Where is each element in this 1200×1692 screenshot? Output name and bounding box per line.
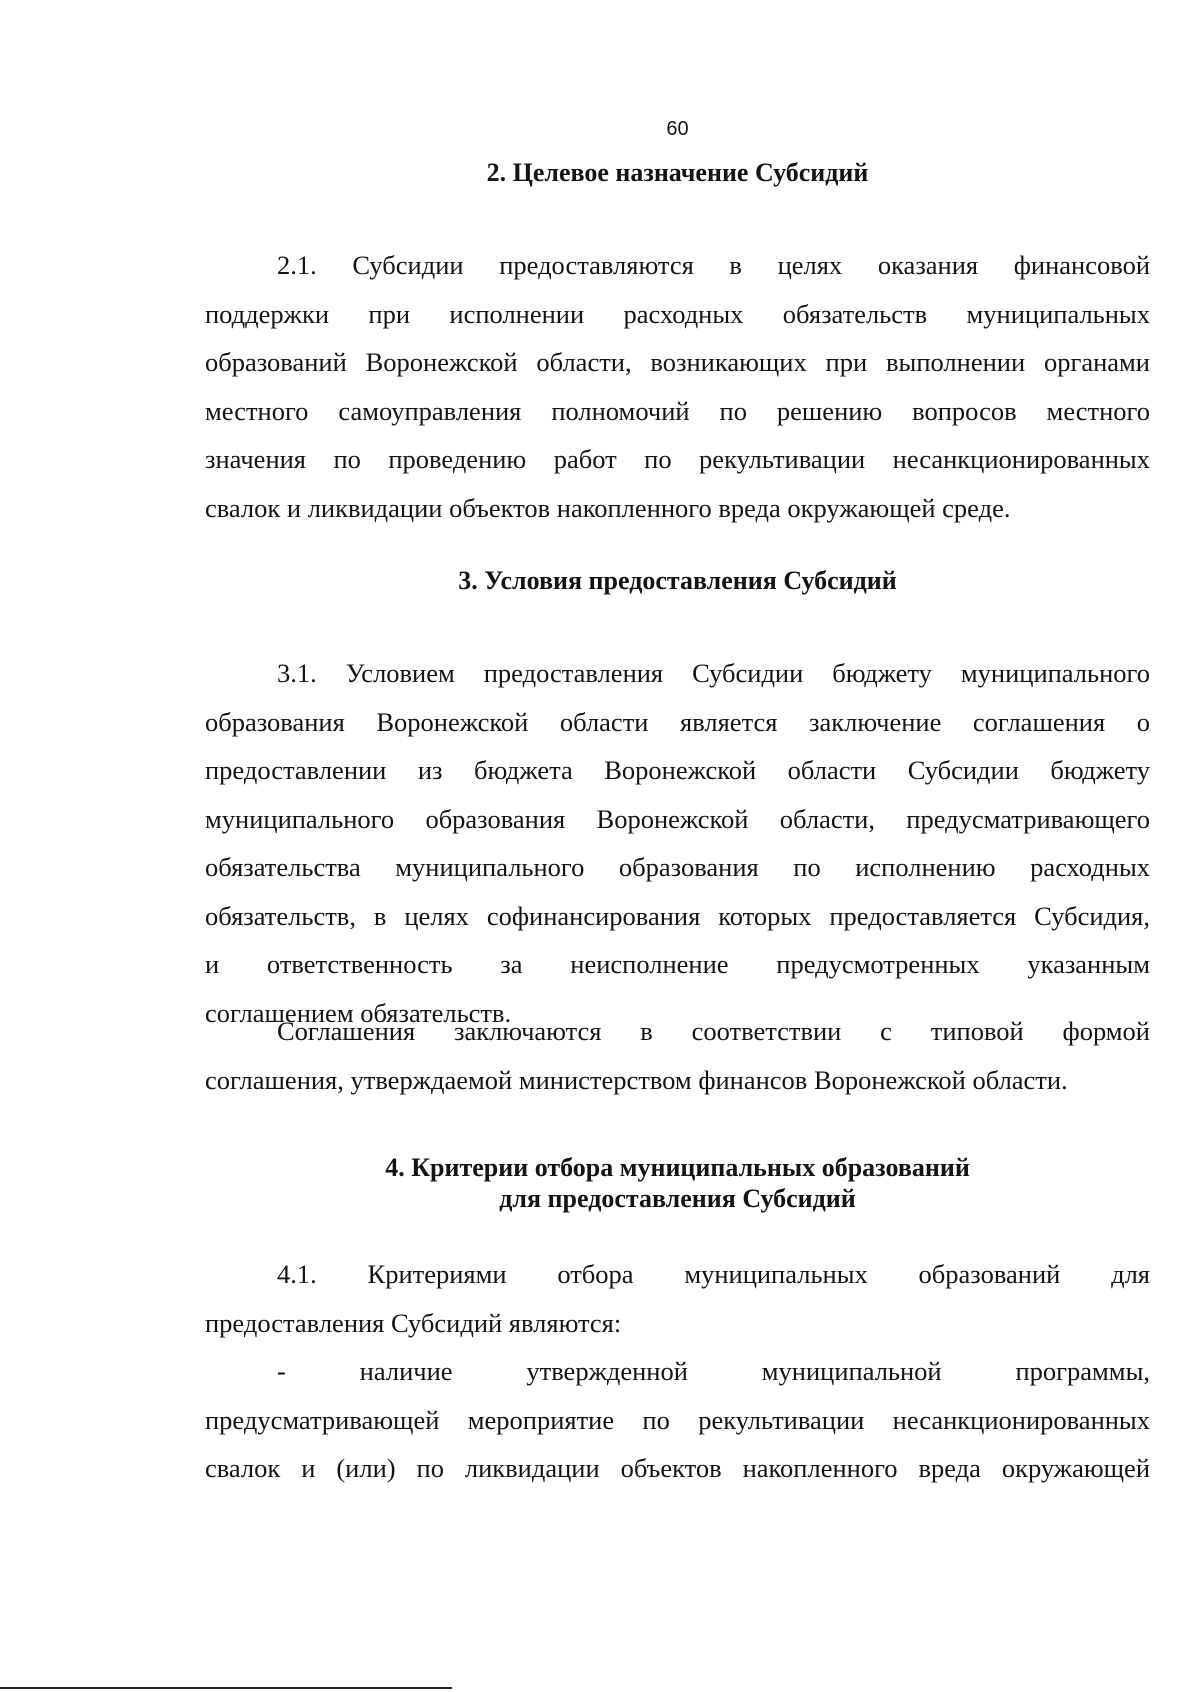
section-heading-3 bbox=[205, 565, 1150, 596]
text-line: предусматривающей мероприятие по рекультивации несанкционированных bbox=[205, 1404, 1150, 1435]
text-line: соглашением обязательств. bbox=[205, 997, 512, 1028]
page-number: 60 bbox=[666, 118, 689, 140]
text-line: Соглашения заключаются в соответствии с типовой формой bbox=[277, 1016, 1150, 1046]
paragraph-4-1-item bbox=[205, 1347, 1150, 1493]
text-line: свалок и (или) по ликвидации объектов накопленного вреда окружающей bbox=[205, 1453, 1150, 1483]
section-heading-4 bbox=[205, 1152, 1150, 1214]
text-line: обязательств, в целях софинансирования которых предоставляется Субсидия, bbox=[205, 900, 1150, 931]
text-line: образований Воронежской области, возникающих при выполнении органами bbox=[205, 347, 1150, 377]
heading-line: для предоставления Субсидий bbox=[499, 1184, 856, 1213]
text-line: обязательства муниципального образования по исполнению расходных bbox=[205, 852, 1150, 882]
heading-line: 4. Критерии отбора муниципальных образований bbox=[385, 1153, 970, 1182]
text-line: предоставления Субсидий являются: bbox=[205, 1307, 622, 1338]
text-line: поддержки при исполнении расходных обязательств муниципальных bbox=[205, 298, 1150, 329]
text-line: значения по проведению работ по рекультивации несанкционированных bbox=[205, 444, 1150, 474]
text-line: и ответственность за неисполнение предусмотренных указанным bbox=[205, 949, 1150, 979]
paragraph-3-1 bbox=[205, 649, 1150, 1037]
text-line: 4.1. Критериями отбора муниципальных образований для bbox=[277, 1259, 1150, 1289]
text-line: свалок и ликвидации объектов накопленного вреда окружающей среде. bbox=[205, 492, 1011, 523]
text-line: соглашения, утверждаемой министерством финансов Воронежской области. bbox=[205, 1064, 1068, 1095]
paragraph-2-1 bbox=[205, 241, 1150, 532]
heading-line: 2. Целевое назначение Субсидий bbox=[486, 158, 869, 187]
section-heading-2 bbox=[205, 157, 1150, 188]
text-line: образования Воронежской области является заключение соглашения о bbox=[205, 706, 1150, 737]
paragraph-4-1 bbox=[205, 1250, 1150, 1347]
text-line: 3.1. Условием предоставления Субсидии бюджету муниципального bbox=[277, 658, 1150, 688]
text-line: 2.1. Субсидии предоставляются в целях оказания финансовой bbox=[277, 250, 1150, 280]
text-line: муниципального образования Воронежской области, предусматривающего bbox=[205, 803, 1150, 834]
heading-line: 3. Условия предоставления Субсидий bbox=[458, 566, 897, 595]
text-line: местного самоуправления полномочий по решению вопросов местного bbox=[205, 395, 1150, 426]
footnote-rule bbox=[0, 1687, 452, 1689]
text-line: предоставлении из бюджета Воронежской области Субсидии бюджету bbox=[205, 755, 1150, 785]
text-line: - наличие утвержденной муниципальной программы, bbox=[277, 1356, 1150, 1386]
paragraph-3-agreements bbox=[205, 1007, 1150, 1104]
